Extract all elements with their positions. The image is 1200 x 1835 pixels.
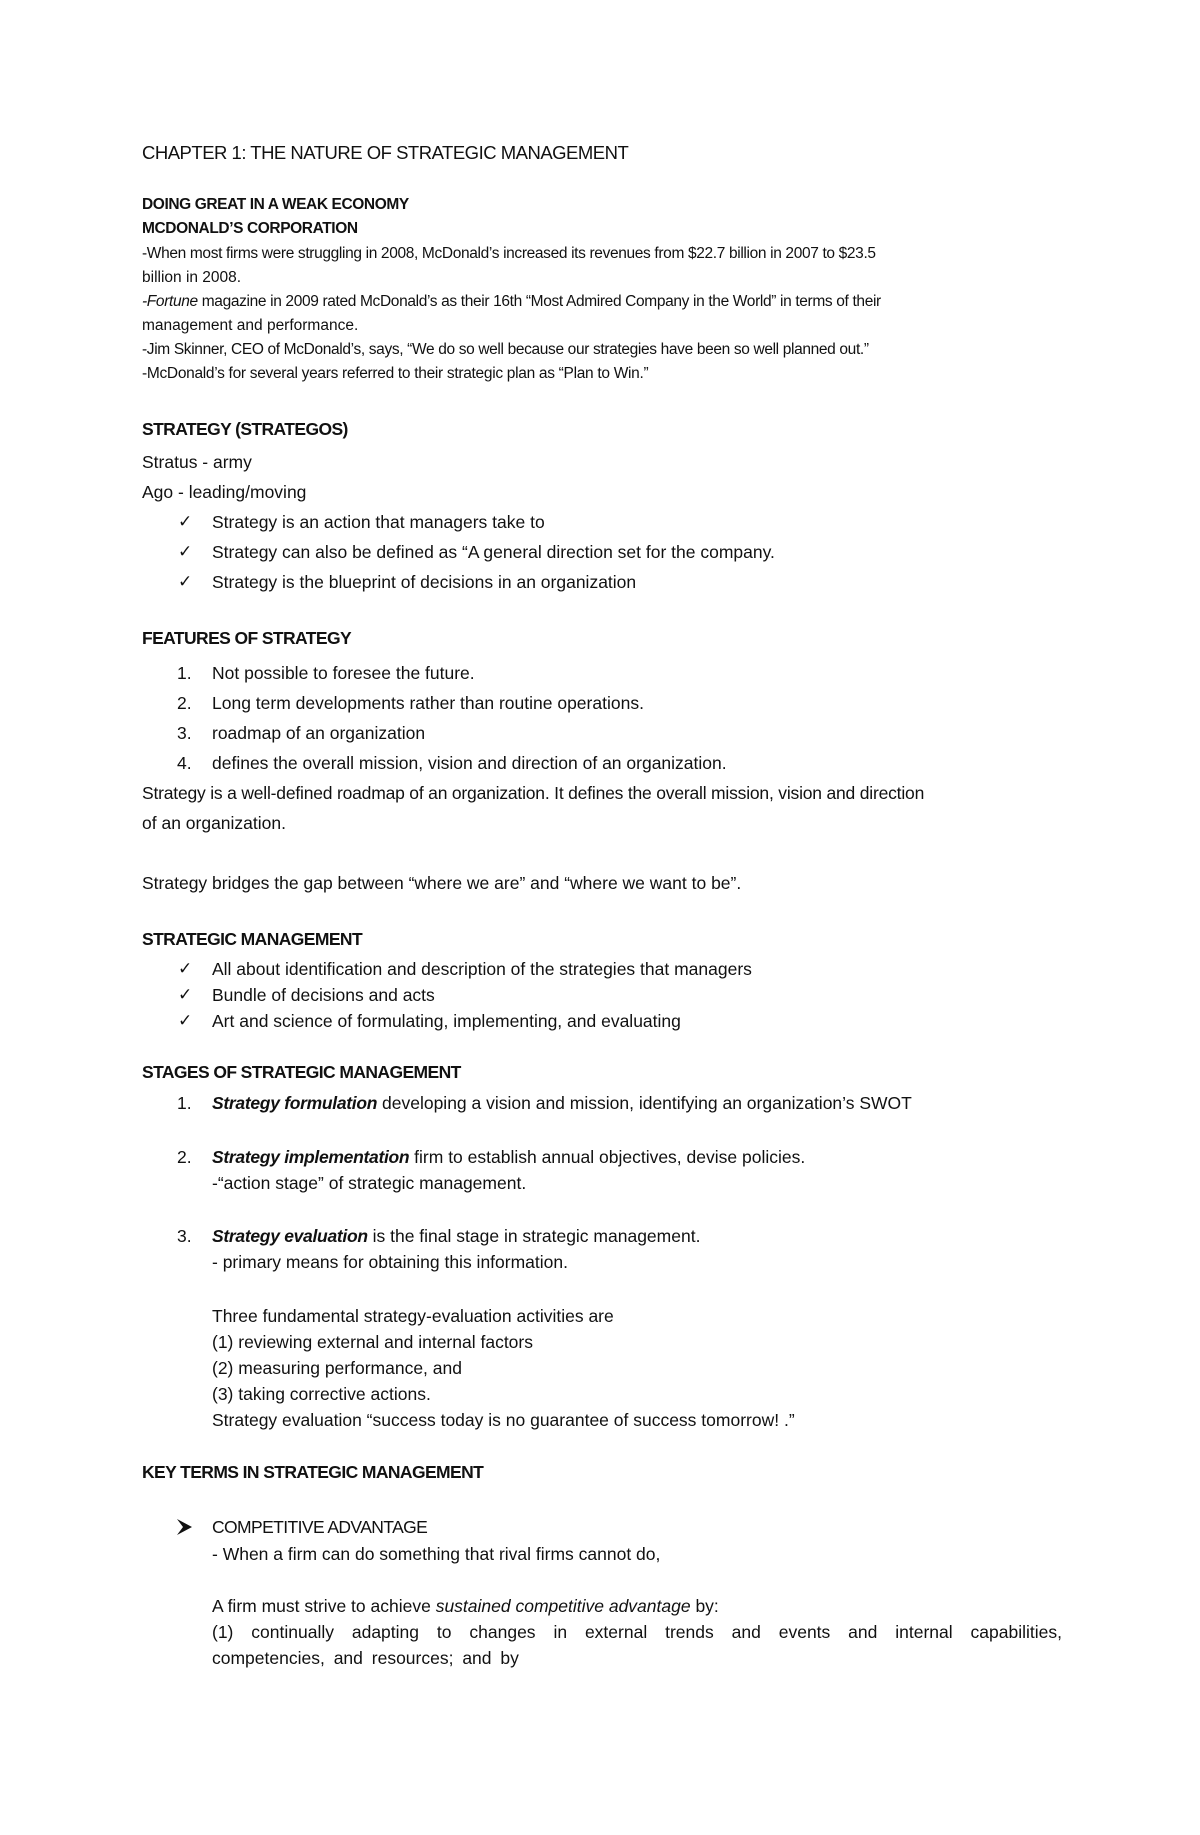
list-number: 2.: [177, 1147, 192, 1167]
ago-line: Ago - leading/moving: [142, 482, 307, 502]
stage-sub: -“action stage” of strategic management.: [212, 1173, 527, 1193]
checkmark-icon: ✓: [178, 959, 193, 978]
intro-line: billion in 2008.: [142, 269, 242, 286]
intro-line: -Jim Skinner, CEO of McDonald’s, says, “We do so well because our strategies have been so well planned out.”: [142, 341, 869, 358]
list-number: 3.: [177, 1226, 192, 1246]
strategy-heading: STRATEGY (STRATEGOS): [142, 419, 348, 439]
stratus-line: Stratus - army: [142, 452, 252, 472]
feature-text: roadmap of an organization: [212, 723, 426, 743]
check-text: Art and science of formulating, implementing, and evaluating: [212, 1011, 681, 1031]
stages-heading: STAGES OF STRATEGIC MANAGEMENT: [142, 1062, 461, 1082]
feature-text: Long term developments rather than routine operations.: [212, 693, 644, 713]
list-number: 4.: [177, 753, 192, 773]
checkmark-icon: ✓: [178, 542, 193, 561]
key-terms-heading: KEY TERMS IN STRATEGIC MANAGEMENT: [142, 1462, 484, 1482]
arrow-bullet-icon: [176, 1519, 193, 1535]
stage-term: Strategy formulation: [212, 1093, 378, 1113]
key-term-title: COMPETITIVE ADVANTAGE: [212, 1517, 428, 1537]
stage-term: Strategy evaluation: [212, 1226, 368, 1246]
stage-term: Strategy implementation: [212, 1147, 410, 1167]
checkmark-icon: ✓: [178, 1011, 193, 1030]
list-number: 3.: [177, 723, 192, 743]
list-number: 2.: [177, 693, 192, 713]
chapter-title: CHAPTER 1: THE NATURE OF STRATEGIC MANAGEMENT: [142, 142, 629, 163]
list-number: 1.: [177, 1093, 192, 1113]
sustained-post: by:: [690, 1596, 719, 1616]
strategic-management-heading: STRATEGIC MANAGEMENT: [142, 929, 363, 949]
intro-heading-mcdonalds: MCDONALD’S CORPORATION: [142, 220, 358, 237]
check-text: Strategy is an action that managers take to: [212, 512, 545, 532]
stage-sub: - primary means for obtaining this information.: [212, 1252, 568, 1272]
features-heading: FEATURES OF STRATEGY: [142, 628, 352, 648]
checkmark-icon: ✓: [178, 572, 193, 591]
feature-text: Not possible to foresee the future.: [212, 663, 475, 683]
intro-line: management and performance.: [142, 317, 359, 334]
feature-text: defines the overall mission, vision and direction of an organization.: [212, 753, 727, 773]
eval-intro: Three fundamental strategy-evaluation activities are: [212, 1306, 614, 1326]
intro-line: -McDonald’s for several years referred to their strategic plan as “Plan to Win.”: [142, 365, 649, 382]
checkmark-icon: ✓: [178, 985, 193, 1004]
fortune-rest: magazine in 2009 rated McDonald’s as their 16th “Most Admired Company in the World” in terms of their: [197, 293, 881, 310]
check-text: Strategy is the blueprint of decisions in an organization: [212, 572, 637, 592]
list-number: 1.: [177, 663, 192, 683]
strategy-paragraph: Strategy is a well-defined roadmap of an organization. It defines the overall mission, vision and direction: [142, 783, 925, 803]
sustained-italic: sustained competitive advantage: [435, 1596, 691, 1616]
intro-line: -When most firms were struggling in 2008, McDonald’s increased its revenues from $22.7 billion in 2007 to $23.5: [142, 245, 876, 262]
fortune-italic: -Fortune: [142, 293, 198, 310]
check-text: All about identification and description of the strategies that managers: [212, 959, 752, 979]
point-paragraph: [212, 1619, 1062, 1671]
eval-item: (3) taking corrective actions.: [212, 1384, 431, 1404]
sustained-pre: A firm must strive to achieve: [212, 1596, 436, 1616]
check-text: Strategy can also be defined as “A general direction set for the company.: [212, 542, 775, 562]
check-text: Bundle of decisions and acts: [212, 985, 435, 1005]
eval-item: (1) reviewing external and internal factors: [212, 1332, 533, 1352]
point-text: (1) continually adapting to changes in external trends and events and internal capabilities, competencies, and resources; and by: [212, 1622, 1062, 1668]
gap-paragraph: Strategy bridges the gap between “where we are” and “where we want to be”.: [142, 873, 742, 893]
intro-line: [142, 293, 881, 311]
strategy-paragraph: of an organization.: [142, 813, 286, 833]
intro-heading-economy: DOING GREAT IN A WEAK ECONOMY: [142, 196, 409, 213]
eval-item: (2) measuring performance, and: [212, 1358, 462, 1378]
stage-text: firm to establish annual objectives, devise policies.: [409, 1147, 806, 1167]
stage-text: is the final stage in strategic management.: [367, 1226, 701, 1246]
eval-quote: Strategy evaluation “success today is no guarantee of success tomorrow! .”: [212, 1410, 795, 1430]
checkmark-icon: ✓: [178, 512, 193, 531]
key-term-definition: - When a firm can do something that rival firms cannot do,: [212, 1544, 661, 1564]
stage-text: developing a vision and mission, identifying an organization’s SWOT: [377, 1093, 912, 1113]
